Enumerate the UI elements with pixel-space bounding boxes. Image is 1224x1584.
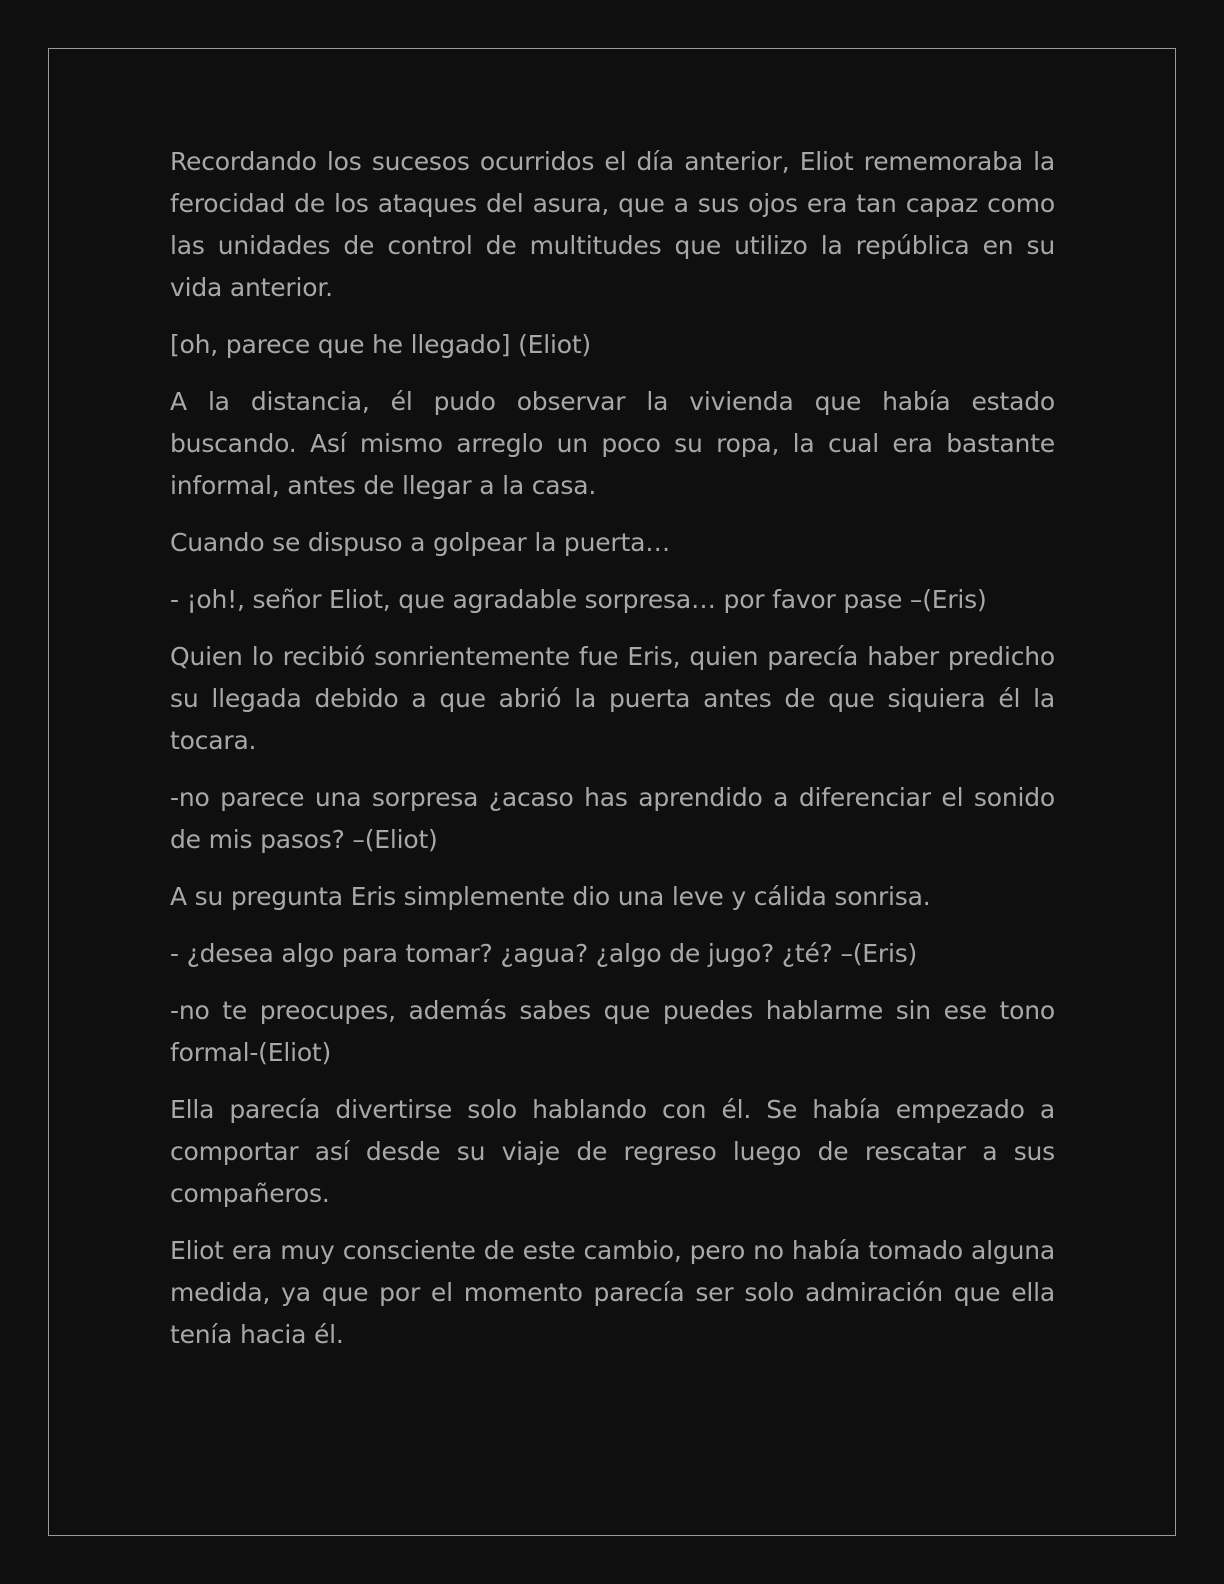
paragraph: -no te preocupes, además sabes que puedes hablarme sin ese tono formal-(Eliot) xyxy=(170,996,1055,1067)
paragraph: - ¡oh!, señor Eliot, que agradable sorpresa… por favor pase –(Eris) xyxy=(170,585,987,614)
paragraph: -no parece una sorpresa ¿acaso has aprendido a diferenciar el sonido de mis pasos? –(Eliot) xyxy=(170,783,1055,854)
paragraph: Quien lo recibió sonrientemente fue Eris, quien parecía haber predicho su llegada debido a que abrió la puerta antes de que siquiera él la tocara. xyxy=(170,642,1055,755)
paragraph: Recordando los sucesos ocurridos el día anterior, Eliot rememoraba la ferocidad de los ataques del asura, que a sus ojos era tan capaz como las unidades de control de multitudes que utilizo la república en su vida anterior. xyxy=(170,147,1055,302)
story-text xyxy=(170,141,1055,1371)
paragraph: Eliot era muy consciente de este cambio, pero no había tomado alguna medida, ya que por el momento parecía ser solo admiración que ella tenía hacia él. xyxy=(170,1236,1055,1349)
paragraph: Ella parecía divertirse solo hablando con él. Se había empezado a comportar así desde su viaje de regreso luego de rescatar a sus compañeros. xyxy=(170,1095,1055,1208)
paragraph: Cuando se dispuso a golpear la puerta… xyxy=(170,528,671,557)
paragraph: - ¿desea algo para tomar? ¿agua? ¿algo de jugo? ¿té? –(Eris) xyxy=(170,939,918,968)
paragraph: A su pregunta Eris simplemente dio una leve y cálida sonrisa. xyxy=(170,882,931,911)
paragraph: [oh, parece que he llegado] (Eliot) xyxy=(170,330,591,359)
paragraph: A la distancia, él pudo observar la vivienda que había estado buscando. Así mismo arreglo un poco su ropa, la cual era bastante informal, antes de llegar a la casa. xyxy=(170,387,1055,500)
